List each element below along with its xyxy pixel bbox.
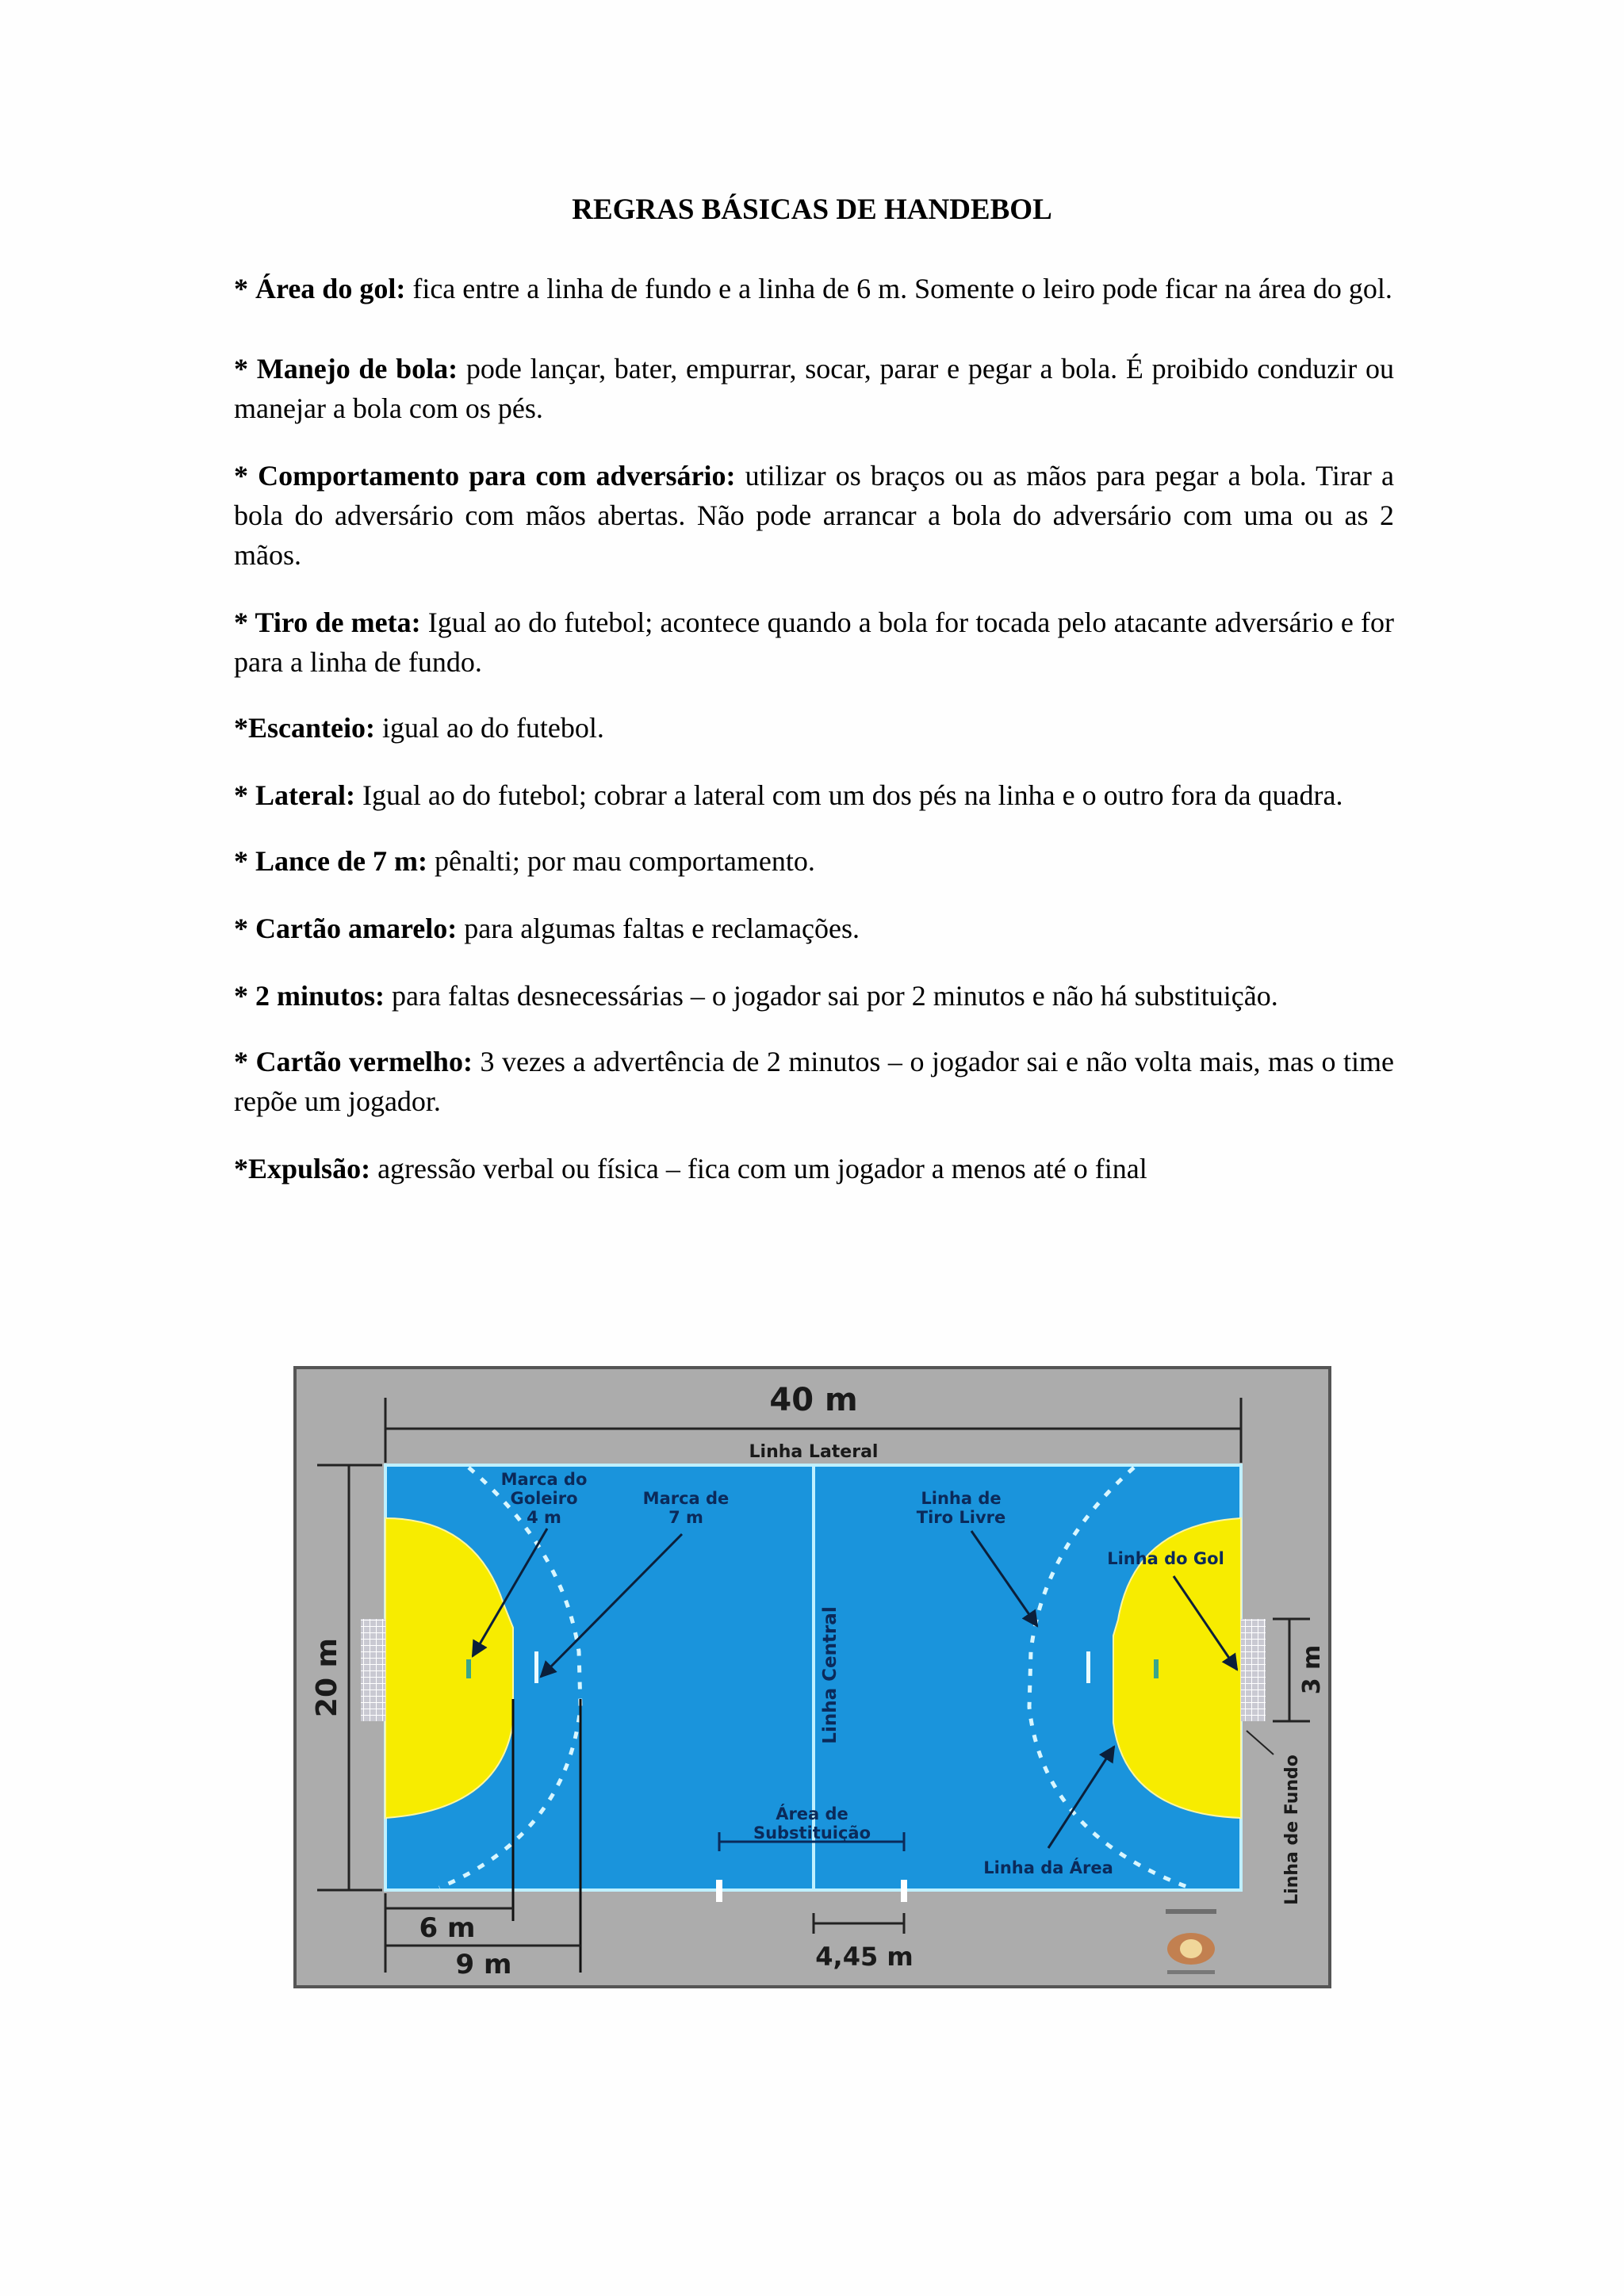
goalkeeper-mark-label-3: 4 m <box>527 1508 561 1527</box>
rule-item <box>234 976 1394 1016</box>
six-m-label: 6 m <box>419 1912 476 1944</box>
rule-item <box>234 349 1394 428</box>
rule-item <box>234 1042 1394 1121</box>
substitution-mark-right <box>901 1880 907 1902</box>
substitution-area-label-1: Área de <box>776 1804 848 1823</box>
rule-item <box>234 841 1394 881</box>
seven-m-mark-label-1: Marca de <box>642 1489 730 1508</box>
rule-text: 3 vezes a advertência de 2 minutos – o jogador sai e não volta mais, mas o time repõe um jogador. <box>234 1046 1395 1117</box>
rule-item <box>234 456 1394 575</box>
rule-term: * Lance de 7 m: <box>234 845 427 877</box>
rule-term: * Comportamento para com adversário: <box>234 460 736 492</box>
end-line-label: Linha de Fundo <box>1282 1755 1302 1905</box>
rule-text: para algumas faltas e reclamações. <box>457 913 860 944</box>
substitution-mark-left <box>716 1880 722 1902</box>
goalkeeper-mark-label-1: Marca do <box>500 1470 588 1489</box>
rule-text: utilizar os braços ou as mãos para pegar a bola. Tirar a bola do adversário com mãos abertas. Não pode arrancar a bola do adversário com uma ou as 2 mãos. <box>234 460 1394 571</box>
free-throw-line-label-2: Tiro Livre <box>916 1508 1006 1527</box>
left-goal-net <box>361 1619 385 1721</box>
rule-term: * Área do gol: <box>234 273 406 304</box>
rule-text: igual ao do futebol. <box>374 712 604 744</box>
width-label: 20 m <box>311 1637 343 1718</box>
rule-text: Igual ao do futebol; cobrar a lateral com um dos pés na linha e o outro fora da quadra. <box>354 779 1343 811</box>
rule-term: *Escanteio: <box>234 712 375 744</box>
right-goalkeeper-mark <box>1154 1659 1159 1678</box>
rule-term: * 2 minutos: <box>234 980 385 1012</box>
rule-term: * Manejo de bola: <box>234 353 458 385</box>
rule-item <box>234 708 1394 748</box>
rule-item <box>234 909 1394 948</box>
sideline-label: Linha Lateral <box>749 1442 879 1462</box>
rules-list <box>234 269 1394 1188</box>
goal-area-line-label: Linha da Área <box>983 1858 1113 1877</box>
rule-text: agressão verbal ou física – fica com um jogador a menos até o final <box>370 1153 1147 1184</box>
page-title: REGRAS BÁSICAS DE HANDEBOL <box>572 193 1052 226</box>
goalkeeper-mark-label-2: Goleiro <box>510 1489 578 1508</box>
rule-item <box>234 1149 1394 1188</box>
rule-term: * Tiro de meta: <box>234 607 421 638</box>
left-goalkeeper-mark <box>466 1659 471 1678</box>
sub-distance-label: 4,45 m <box>815 1942 914 1972</box>
rule-item <box>234 269 1394 308</box>
nine-m-label: 9 m <box>455 1949 512 1980</box>
length-label: 40 m <box>769 1382 858 1418</box>
goal-width-label: 3 m <box>1298 1644 1326 1695</box>
rule-term: *Expulsão: <box>234 1153 371 1184</box>
rule-item <box>234 603 1394 682</box>
rule-term: * Cartão vermelho: <box>234 1046 473 1077</box>
rule-text: Igual ao do futebol; acontece quando a bola for tocada pelo atacante adversário e for para a linha de fundo. <box>234 607 1395 678</box>
rule-text: fica entre a linha de fundo e a linha de 6 m. Somente o leiro pode ficar na área do gol. <box>405 273 1392 304</box>
rule-term: * Cartão amarelo: <box>234 913 458 944</box>
rule-text: pênalti; por mau comportamento. <box>427 845 815 877</box>
court-svg <box>293 1366 1331 1988</box>
substitution-area-label-2: Substituição <box>753 1823 871 1843</box>
free-throw-line-label-1: Linha de <box>921 1489 1002 1508</box>
right-7m-mark <box>1086 1651 1090 1683</box>
rule-text: pode lançar, bater, empurrar, socar, parar e pegar a bola. É proibido conduzir ou manejar a bola com os pés. <box>234 353 1394 424</box>
goal-line-label: Linha do Gol <box>1107 1549 1224 1568</box>
right-goal-net <box>1241 1619 1266 1721</box>
seven-m-mark-label-2: 7 m <box>668 1508 703 1527</box>
center-line-label: Linha Central <box>820 1606 841 1744</box>
handball-court-diagram <box>293 1366 1331 1988</box>
rule-item <box>234 775 1394 815</box>
rule-term: * Lateral: <box>234 779 355 811</box>
rule-text: para faltas desnecessárias – o jogador sai por 2 minutos e não há substituição. <box>385 980 1278 1012</box>
left-7m-mark <box>534 1651 538 1683</box>
